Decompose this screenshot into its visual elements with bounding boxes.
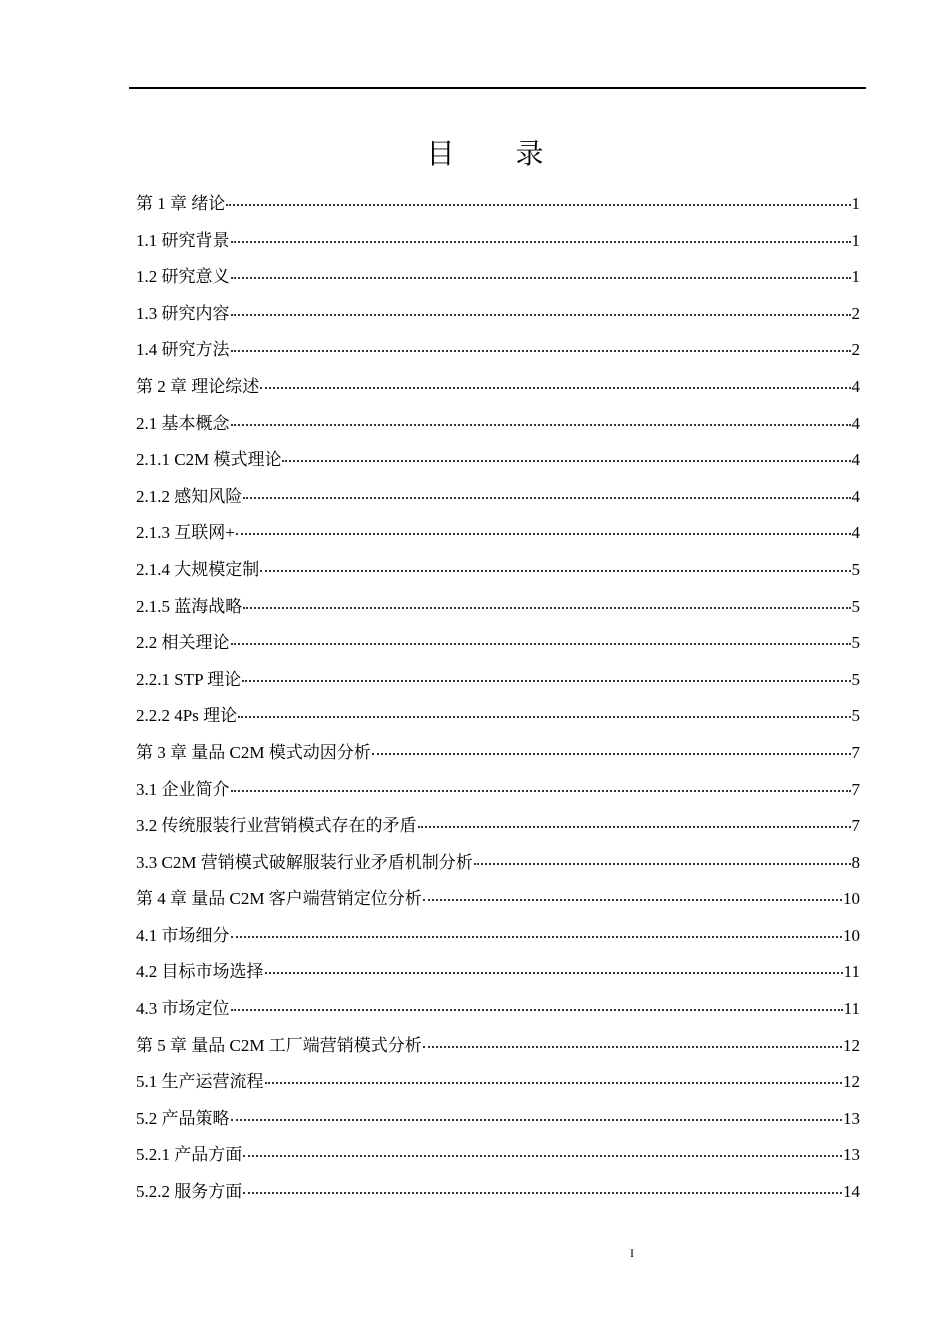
toc-entry-label: 第 4 章 量品 C2M 客户端营销定位分析 — [136, 889, 422, 909]
toc-dot-leader — [231, 277, 851, 279]
toc-entry[interactable] — [136, 808, 860, 845]
toc-entry[interactable] — [136, 698, 860, 735]
toc-dot-leader — [282, 460, 850, 462]
toc-entry-label: 5.2 产品策略 — [136, 1108, 230, 1128]
toc-entry-label: 第 2 章 理论综述 — [136, 376, 260, 396]
toc-entry-label: 2.1.2 感知风险 — [136, 486, 243, 506]
toc-entry-page: 5 — [851, 669, 860, 689]
toc-entry-page: 5 — [851, 633, 860, 653]
toc-entry[interactable] — [136, 442, 860, 479]
toc-entry[interactable] — [136, 881, 860, 918]
toc-dot-leader — [231, 790, 851, 792]
toc-entry-page: 10 — [843, 889, 860, 909]
toc-entry-page: 7 — [851, 742, 860, 762]
toc-dot-leader — [243, 1155, 842, 1157]
table-of-contents — [136, 186, 860, 1211]
toc-entry-page: 2 — [851, 303, 860, 323]
toc-entry-page: 12 — [843, 1035, 860, 1055]
toc-entry-page: 11 — [843, 962, 860, 982]
toc-entry-page: 7 — [851, 779, 860, 799]
toc-entry-label: 5.2.2 服务方面 — [136, 1182, 243, 1202]
toc-entry-page: 1 — [851, 194, 860, 213]
toc-entry-page: 4 — [851, 413, 860, 433]
toc-entry[interactable] — [136, 223, 860, 260]
toc-entry-label: 1.2 研究意义 — [136, 267, 230, 287]
toc-entry[interactable] — [136, 1028, 860, 1065]
toc-entry-page: 4 — [851, 523, 860, 543]
toc-entry[interactable] — [136, 515, 860, 552]
toc-entry[interactable] — [136, 1174, 860, 1211]
toc-entry-page: 5 — [851, 559, 860, 579]
toc-entry[interactable] — [136, 186, 860, 223]
toc-entry-page: 11 — [843, 999, 860, 1019]
toc-entry[interactable] — [136, 772, 860, 809]
toc-dot-leader — [423, 1046, 842, 1048]
toc-dot-leader — [231, 643, 851, 645]
toc-entry[interactable] — [136, 259, 860, 296]
toc-entry-page: 5 — [851, 706, 860, 726]
toc-entry-page: 12 — [843, 1072, 860, 1092]
toc-entry[interactable] — [136, 662, 860, 699]
toc-dot-leader — [265, 1082, 843, 1084]
toc-entry-page: 1 — [851, 230, 860, 250]
toc-entry-page: 13 — [843, 1108, 860, 1128]
toc-entry[interactable] — [136, 369, 860, 406]
toc-entry[interactable] — [136, 625, 860, 662]
toc-dot-leader — [231, 241, 851, 243]
toc-dot-leader — [231, 1119, 843, 1121]
toc-dot-leader — [231, 424, 851, 426]
toc-dot-leader — [418, 826, 851, 828]
toc-entry[interactable] — [136, 918, 860, 955]
toc-entry-page: 4 — [851, 450, 860, 470]
toc-entry-page: 8 — [851, 852, 860, 872]
toc-entry-label: 4.2 目标市场选择 — [136, 962, 264, 982]
toc-entry-label: 1.1 研究背景 — [136, 230, 230, 250]
toc-entry-label: 2.1.3 互联网+ — [136, 523, 235, 543]
toc-dot-leader — [243, 497, 850, 499]
toc-dot-leader — [231, 314, 851, 316]
toc-dot-leader — [260, 570, 850, 572]
toc-entry-page: 1 — [851, 267, 860, 287]
toc-entry-page: 10 — [843, 925, 860, 945]
toc-entry-label: 第 1 章 绪论 — [136, 194, 226, 213]
toc-entry-label: 5.2.1 产品方面 — [136, 1145, 243, 1165]
toc-entry-label: 2.2.2 4Ps 理论 — [136, 706, 238, 726]
toc-dot-leader — [236, 533, 851, 535]
header-rule — [129, 87, 866, 89]
toc-entry[interactable] — [136, 1101, 860, 1138]
toc-entry-page: 2 — [851, 340, 860, 360]
toc-entry-page: 7 — [851, 816, 860, 836]
toc-dot-leader — [226, 204, 850, 206]
toc-entry-label: 3.2 传统服装行业营销模式存在的矛盾 — [136, 816, 417, 836]
toc-dot-leader — [474, 863, 851, 865]
toc-entry[interactable] — [136, 479, 860, 516]
toc-entry-label: 第 5 章 量品 C2M 工厂端营销模式分析 — [136, 1035, 422, 1055]
toc-dot-leader — [260, 387, 850, 389]
toc-entry[interactable] — [136, 735, 860, 772]
toc-dot-leader — [238, 716, 850, 718]
toc-entry[interactable] — [136, 552, 860, 589]
toc-dot-leader — [243, 607, 850, 609]
toc-entry[interactable] — [136, 406, 860, 443]
toc-entry-label: 2.1.4 大规模定制 — [136, 559, 260, 579]
toc-dot-leader — [372, 753, 851, 755]
toc-dot-leader — [243, 1192, 842, 1194]
toc-entry-label: 4.1 市场细分 — [136, 925, 230, 945]
toc-entry-label: 2.2 相关理论 — [136, 633, 230, 653]
toc-entry-label: 3.1 企业简介 — [136, 779, 230, 799]
toc-entry[interactable] — [136, 1064, 860, 1101]
toc-entry[interactable] — [136, 1137, 860, 1174]
toc-entry-label: 第 3 章 量品 C2M 模式动因分析 — [136, 742, 371, 762]
toc-dot-leader — [231, 936, 843, 938]
toc-dot-leader — [231, 350, 851, 352]
toc-entry-label: 3.3 C2M 营销模式破解服装行业矛盾机制分析 — [136, 852, 473, 872]
toc-entry-label: 5.1 生产运营流程 — [136, 1072, 264, 1092]
toc-entry-label: 4.3 市场定位 — [136, 999, 230, 1019]
toc-dot-leader — [423, 899, 842, 901]
toc-entry[interactable] — [136, 589, 860, 626]
toc-entry[interactable] — [136, 332, 860, 369]
page-title: 目 录 — [426, 137, 570, 170]
toc-entry-label: 1.4 研究方法 — [136, 340, 230, 360]
page-number: I — [630, 1246, 634, 1260]
toc-entry[interactable] — [136, 845, 860, 882]
toc-dot-leader — [242, 680, 850, 682]
toc-entry-label: 2.1 基本概念 — [136, 413, 230, 433]
toc-entry-label: 2.1.5 蓝海战略 — [136, 596, 243, 616]
toc-entry-page: 13 — [843, 1145, 860, 1165]
toc-entry-page: 4 — [851, 486, 860, 506]
toc-entry-page: 4 — [851, 376, 860, 396]
toc-dot-leader — [231, 1009, 843, 1011]
toc-entry-label: 2.1.1 C2M 模式理论 — [136, 450, 282, 470]
toc-entry[interactable] — [136, 954, 860, 991]
toc-entry-page: 14 — [843, 1182, 860, 1202]
toc-entry[interactable] — [136, 991, 860, 1028]
toc-entry-page: 5 — [851, 596, 860, 616]
toc-dot-leader — [265, 972, 843, 974]
toc-entry-label: 2.2.1 STP 理论 — [136, 669, 242, 689]
toc-entry[interactable] — [136, 296, 860, 333]
toc-entry-label: 1.3 研究内容 — [136, 303, 230, 323]
